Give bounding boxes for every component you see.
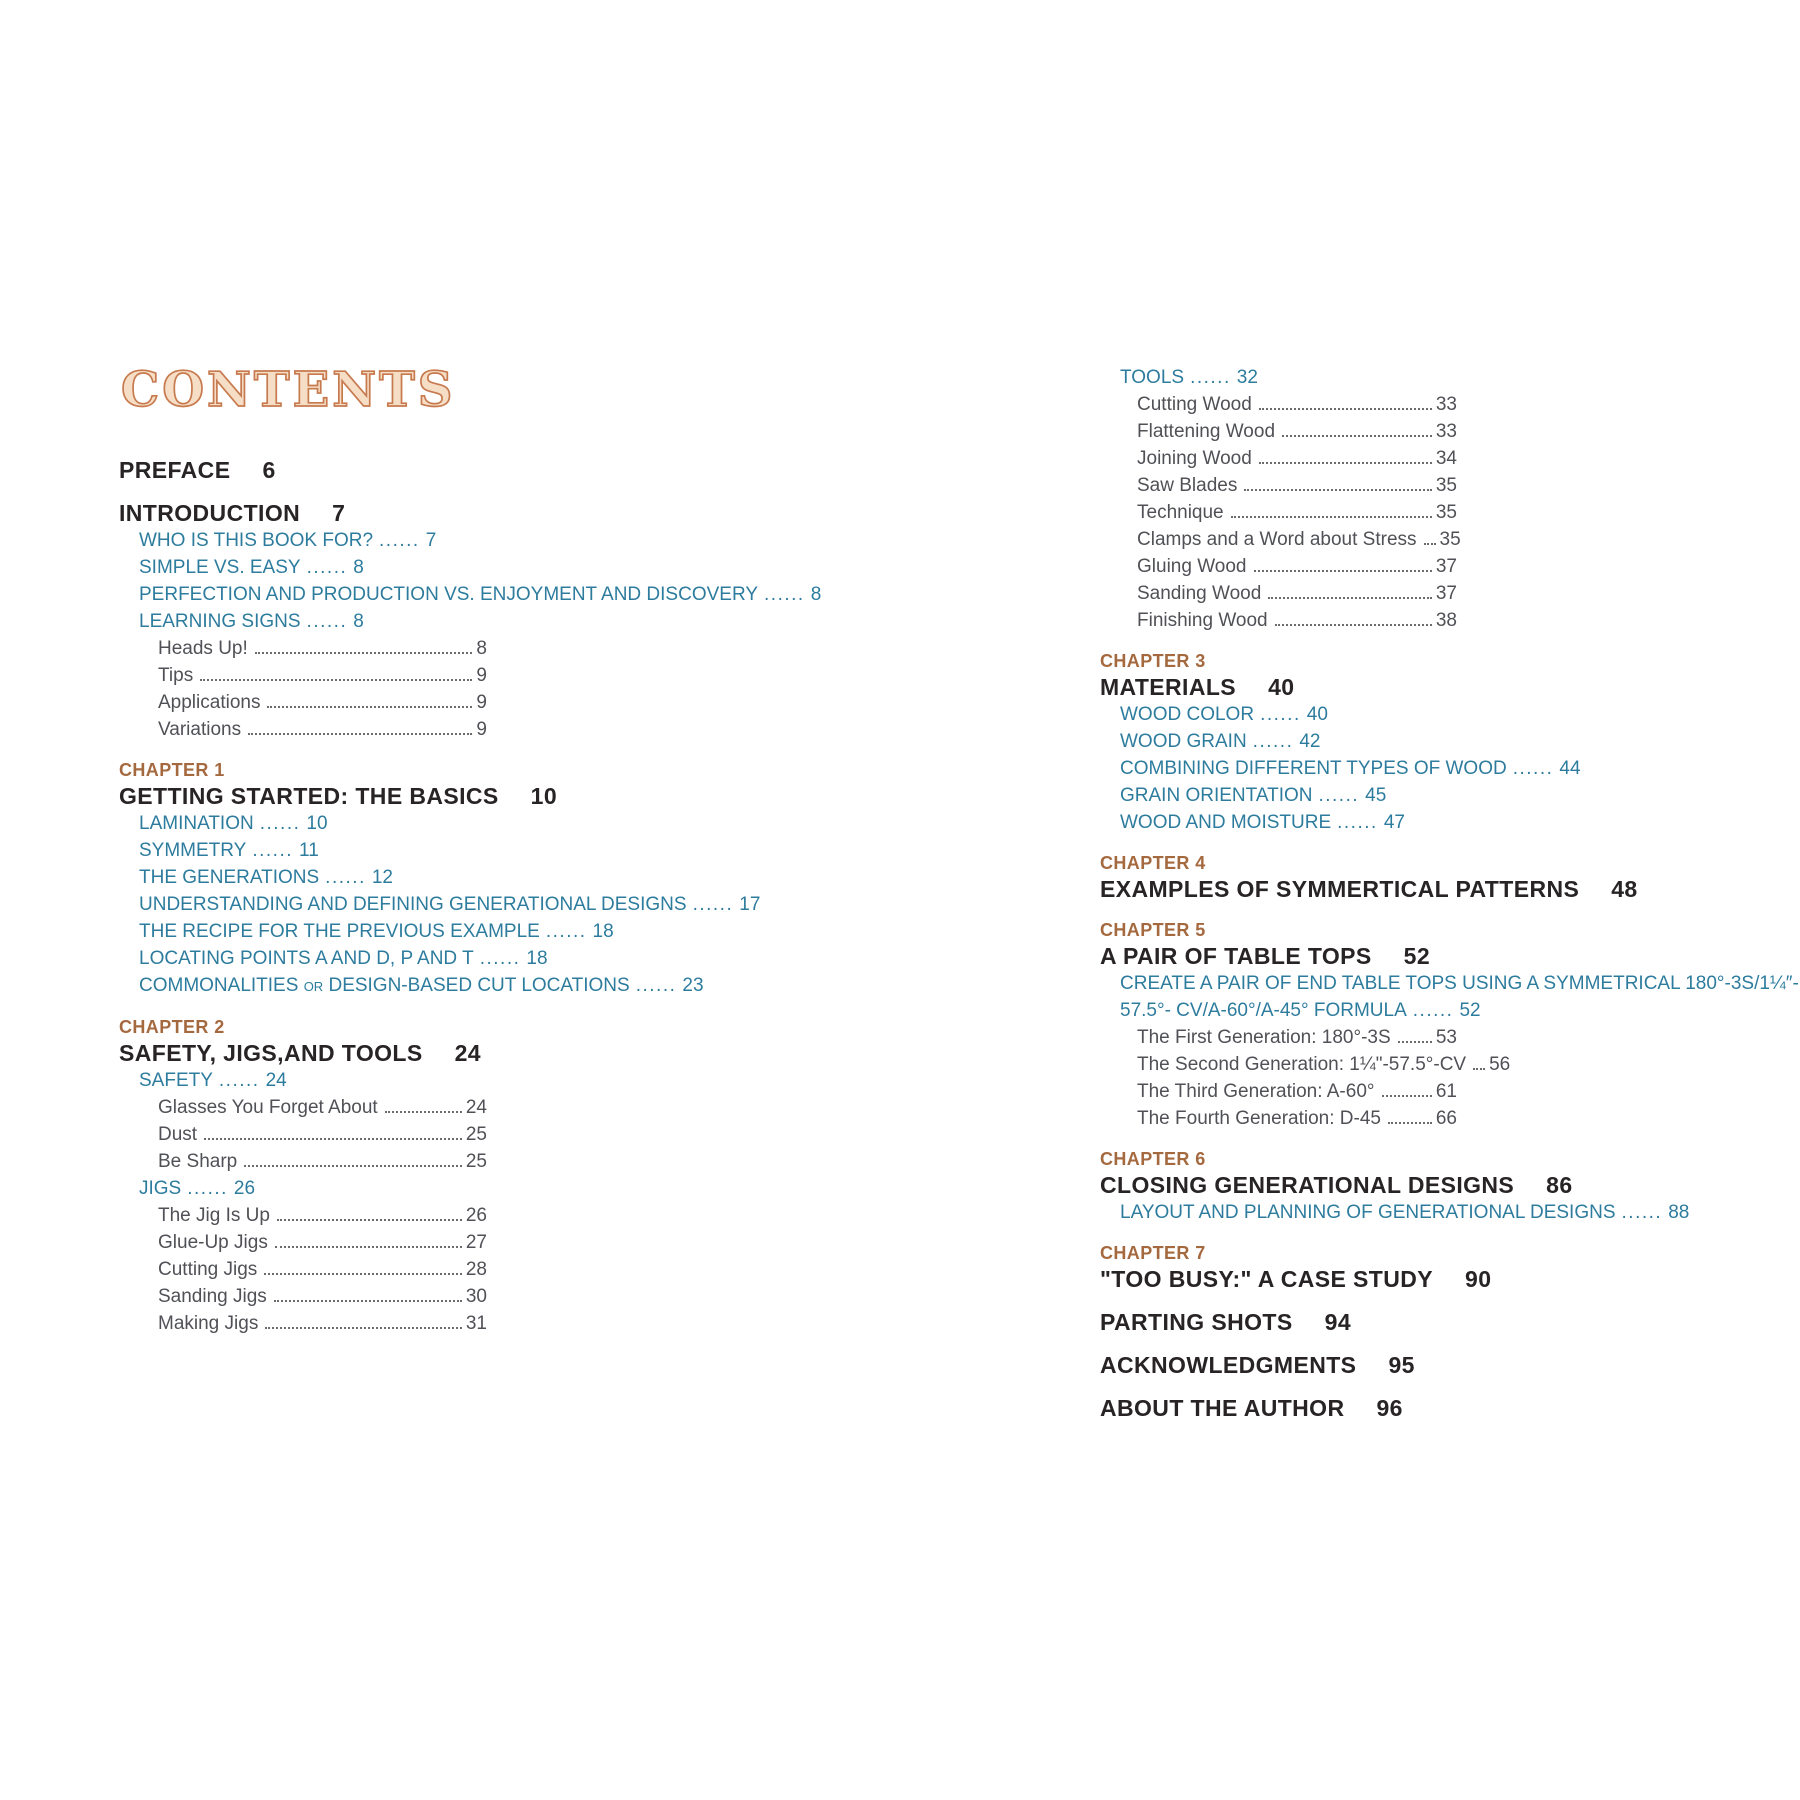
toc-leaf-entry bbox=[158, 716, 487, 743]
leader-dots: ...... bbox=[635, 975, 677, 996]
page-number: 34 bbox=[1435, 448, 1457, 469]
toc-leaf-entry bbox=[1137, 445, 1457, 472]
toc-leaf-entry bbox=[1137, 1051, 1511, 1078]
toc-leaf-entry bbox=[1137, 391, 1457, 418]
page-number: 8 bbox=[476, 638, 487, 659]
page-number: 31 bbox=[465, 1313, 487, 1334]
toc-section-entry bbox=[1120, 755, 1581, 782]
page-number: 27 bbox=[465, 1232, 487, 1253]
toc-chapter-block bbox=[1100, 650, 1457, 701]
toc-section-label: SAFETY bbox=[139, 1070, 213, 1091]
toc-heading-label: MATERIALS bbox=[1100, 674, 1237, 700]
toc-leaf-entry bbox=[158, 662, 487, 689]
toc-chapter-kicker: CHAPTER 7 bbox=[1100, 1243, 1206, 1263]
toc-left-column bbox=[119, 362, 822, 1337]
toc-leaf-label: Cutting Wood bbox=[1137, 394, 1252, 415]
dot-leader bbox=[200, 679, 472, 681]
toc-section-entry bbox=[139, 864, 487, 891]
page-number: 47 bbox=[1383, 812, 1405, 833]
page-number: 40 bbox=[1306, 704, 1328, 725]
toc-section-label: PERFECTION AND PRODUCTION VS. ENJOYMENT AND DISCOVERY bbox=[139, 584, 759, 605]
toc-chapter-kicker: CHAPTER 4 bbox=[1100, 853, 1206, 873]
toc-heading bbox=[1100, 1351, 1457, 1379]
toc-heading-label: CLOSING GENERATIONAL DESIGNS bbox=[1100, 1172, 1515, 1198]
toc-heading-label: ACKNOWLEDGMENTS bbox=[1100, 1352, 1357, 1378]
dot-leader bbox=[1388, 1122, 1432, 1124]
leader-dots: ...... bbox=[306, 611, 348, 632]
dot-leader bbox=[1244, 489, 1432, 491]
page-number: 28 bbox=[465, 1259, 487, 1280]
leader-dots: ...... bbox=[1260, 704, 1301, 725]
toc-chapter-kicker: CHAPTER 5 bbox=[1100, 920, 1206, 940]
leader-dots: ...... bbox=[1318, 785, 1360, 806]
page-number: 53 bbox=[1435, 1027, 1457, 1048]
toc-section-label: WOOD AND MOISTURE bbox=[1120, 812, 1332, 833]
page-number: 8 bbox=[353, 557, 364, 578]
toc-leaf-entry bbox=[158, 1256, 487, 1283]
toc-leaf-entry bbox=[158, 1148, 487, 1175]
page-number: 56 bbox=[1489, 1054, 1511, 1075]
toc-leaf-label: Dust bbox=[158, 1124, 198, 1145]
dot-leader bbox=[1382, 1095, 1432, 1097]
page-number: 10 bbox=[530, 783, 558, 809]
toc-heading bbox=[1100, 673, 1457, 701]
toc-leaf-entry bbox=[158, 1310, 487, 1337]
toc-leaf-label: Glue-Up Jigs bbox=[158, 1232, 268, 1253]
dot-leader bbox=[248, 733, 472, 735]
toc-leaf-entry bbox=[1137, 499, 1457, 526]
toc-section-label: THE RECIPE FOR THE PREVIOUS EXAMPLE bbox=[139, 921, 540, 942]
toc-chapter-block bbox=[1100, 1242, 1492, 1293]
toc-heading bbox=[1100, 1171, 1573, 1199]
leader-dots: ...... bbox=[1190, 367, 1231, 388]
page-number: 7 bbox=[425, 530, 437, 551]
toc-section-label: WOOD GRAIN bbox=[1120, 731, 1247, 752]
leader-dots: ...... bbox=[692, 894, 734, 915]
toc-leaf-label: The First Generation: 180°-3S bbox=[1137, 1027, 1391, 1048]
page-number: 94 bbox=[1324, 1309, 1352, 1335]
page-number: 26 bbox=[465, 1205, 487, 1226]
toc-leaf-label: Heads Up! bbox=[158, 638, 248, 659]
leader-dots: ...... bbox=[1337, 812, 1378, 833]
toc-chapter-block bbox=[1100, 919, 1457, 970]
toc-section-label: JIGS bbox=[139, 1178, 182, 1199]
toc-heading bbox=[119, 1039, 487, 1067]
page-number: 52 bbox=[1459, 1000, 1481, 1021]
toc-section-entry bbox=[139, 1067, 487, 1094]
page-number: 35 bbox=[1435, 475, 1457, 496]
dot-leader bbox=[1398, 1041, 1432, 1043]
toc-heading-label: ABOUT THE AUTHOR bbox=[1100, 1395, 1345, 1421]
toc-section-entry bbox=[139, 608, 487, 635]
toc-section-label: LEARNING SIGNS bbox=[139, 611, 301, 632]
toc-right-column bbox=[1100, 364, 1799, 1422]
toc-leaf-label: Tips bbox=[158, 665, 194, 686]
toc-heading bbox=[1100, 1308, 1457, 1336]
page-number: 61 bbox=[1435, 1081, 1457, 1102]
toc-section-entry bbox=[139, 891, 761, 918]
toc-section-label: COMBINING DIFFERENT TYPES OF WOOD bbox=[1120, 758, 1507, 779]
page-number: 7 bbox=[332, 500, 346, 526]
toc-leaf-entry bbox=[158, 1229, 487, 1256]
dot-leader bbox=[1231, 516, 1432, 518]
toc-section-line-2 bbox=[1120, 997, 1481, 1024]
toc-chapter-block bbox=[119, 759, 558, 810]
page-number: 26 bbox=[233, 1178, 256, 1199]
page-number: 44 bbox=[1559, 758, 1581, 779]
toc-leaf-label: Saw Blades bbox=[1137, 475, 1238, 496]
page-number: 35 bbox=[1435, 502, 1457, 523]
dot-leader bbox=[1259, 408, 1432, 410]
dot-leader bbox=[267, 706, 472, 708]
toc-leaf-entry bbox=[1137, 472, 1457, 499]
toc-leaf-label: Clamps and a Word about Stress bbox=[1137, 529, 1417, 550]
page-number: 42 bbox=[1299, 731, 1321, 752]
toc-section-label-part: DESIGN-BASED CUT LOCATIONS bbox=[323, 975, 630, 996]
toc-heading bbox=[119, 499, 487, 527]
toc-chapter-block bbox=[1100, 1148, 1573, 1199]
toc-section-label: LOCATING POINTS A AND D, P AND T bbox=[139, 948, 474, 969]
page-number: 33 bbox=[1435, 394, 1457, 415]
toc-leaf-entry bbox=[158, 1283, 487, 1310]
page-number: 8 bbox=[353, 611, 364, 632]
page-number: 90 bbox=[1465, 1266, 1492, 1292]
toc-leaf-entry bbox=[1137, 526, 1461, 553]
page-number: 6 bbox=[262, 457, 276, 483]
toc-leaf-label: The Fourth Generation: D-45 bbox=[1137, 1108, 1381, 1129]
page-number: 37 bbox=[1435, 556, 1457, 577]
dot-leader bbox=[264, 1273, 462, 1275]
contents-title: CONTENTS bbox=[121, 362, 456, 418]
page-number: 9 bbox=[476, 692, 487, 713]
dot-leader bbox=[1259, 462, 1432, 464]
toc-section-entry bbox=[139, 554, 487, 581]
toc-section-label: TOOLS bbox=[1120, 367, 1185, 388]
toc-section-entry-multiline bbox=[1100, 970, 1799, 1024]
toc-right-blocks bbox=[1100, 364, 1799, 1422]
toc-section-entry bbox=[1120, 1199, 1690, 1226]
leader-dots: ...... bbox=[325, 867, 366, 888]
page-number: 17 bbox=[739, 894, 761, 915]
page-number: 18 bbox=[592, 921, 614, 942]
page-number: 11 bbox=[299, 840, 319, 861]
toc-heading-label: "TOO BUSY:" A CASE STUDY bbox=[1100, 1266, 1433, 1292]
toc-heading-label: PREFACE bbox=[119, 457, 231, 483]
toc-heading-label: EXAMPLES OF SYMMERTICAL PATTERNS bbox=[1100, 876, 1580, 902]
dot-leader bbox=[1282, 435, 1432, 437]
toc-section-label: WHO IS THIS BOOK FOR? bbox=[139, 530, 374, 551]
toc-leaf-label: Variations bbox=[158, 719, 242, 740]
toc-leaf-label: Gluing Wood bbox=[1137, 556, 1247, 577]
toc-chapter-block bbox=[119, 1016, 487, 1067]
toc-leaf-label: Sanding Jigs bbox=[158, 1286, 267, 1307]
page-number: 23 bbox=[682, 975, 704, 996]
page-number: 12 bbox=[371, 867, 393, 888]
toc-section-entry bbox=[139, 945, 548, 972]
page-number: 24 bbox=[265, 1070, 287, 1091]
dot-leader bbox=[204, 1138, 462, 1140]
leader-dots: ...... bbox=[259, 813, 301, 834]
toc-leaf-label: Making Jigs bbox=[158, 1313, 259, 1334]
toc-leaf-entry bbox=[158, 1121, 487, 1148]
toc-leaf-label: Flattening Wood bbox=[1137, 421, 1276, 442]
toc-heading-label: A PAIR OF TABLE TOPS bbox=[1100, 943, 1372, 969]
dot-leader bbox=[1268, 597, 1432, 599]
toc-leaf-entry bbox=[158, 1202, 487, 1229]
toc-heading-label: SAFETY, JIGS,AND TOOLS bbox=[119, 1040, 423, 1066]
page-number: 95 bbox=[1388, 1352, 1415, 1378]
toc-leaf-entry bbox=[158, 1094, 487, 1121]
page-number: 45 bbox=[1365, 785, 1387, 806]
toc-section-label: WOOD COLOR bbox=[1120, 704, 1255, 725]
toc-section-entry bbox=[1120, 809, 1457, 836]
leader-dots: ...... bbox=[1621, 1202, 1663, 1223]
leader-dots: ...... bbox=[545, 921, 587, 942]
dot-leader bbox=[385, 1111, 462, 1113]
toc-heading bbox=[1100, 1394, 1457, 1422]
page-number: 35 bbox=[1439, 529, 1461, 550]
toc-section-entry bbox=[1120, 728, 1457, 755]
toc-leaf-label: Finishing Wood bbox=[1137, 610, 1268, 631]
toc-chapter-kicker: CHAPTER 1 bbox=[119, 760, 225, 780]
dot-leader bbox=[274, 1300, 462, 1302]
toc-section-label: UNDERSTANDING AND DEFINING GENERATIONAL DESIGNS bbox=[139, 894, 687, 915]
toc-section-entry bbox=[139, 837, 487, 864]
dot-leader bbox=[1424, 543, 1436, 545]
page-number: 48 bbox=[1611, 876, 1638, 902]
dot-leader bbox=[277, 1219, 462, 1221]
leader-dots: ...... bbox=[252, 840, 294, 861]
toc-heading bbox=[119, 782, 558, 810]
dot-leader bbox=[1275, 624, 1432, 626]
toc-section-label-part: COMMONALITIES bbox=[139, 975, 304, 996]
page-number: 24 bbox=[465, 1097, 487, 1118]
toc-section-entry bbox=[139, 1175, 487, 1202]
toc-section-entry bbox=[139, 527, 487, 554]
toc-leaf-label: Cutting Jigs bbox=[158, 1259, 258, 1280]
toc-leaf-label: The Jig Is Up bbox=[158, 1205, 270, 1226]
toc-heading bbox=[1100, 1265, 1492, 1293]
page-number: 88 bbox=[1668, 1202, 1690, 1223]
toc-leaf-label: Glasses You Forget About bbox=[158, 1097, 378, 1118]
toc-section-label: THE GENERATIONS bbox=[139, 867, 320, 888]
leader-dots: ...... bbox=[187, 1178, 228, 1199]
toc-leaf-label: The Third Generation: A-60° bbox=[1137, 1081, 1375, 1102]
page-number: 86 bbox=[1546, 1172, 1573, 1198]
toc-section-entry bbox=[139, 581, 822, 608]
page-number: 25 bbox=[465, 1124, 487, 1145]
page-number: 10 bbox=[306, 813, 328, 834]
toc-heading-label: INTRODUCTION bbox=[119, 500, 301, 526]
toc-section-label: SYMMETRY bbox=[139, 840, 247, 861]
toc-section-label: GRAIN ORIENTATION bbox=[1120, 785, 1313, 806]
page-number: 66 bbox=[1435, 1108, 1457, 1129]
toc-heading bbox=[1100, 942, 1457, 970]
toc-leaf-entry bbox=[158, 689, 487, 716]
toc-leaf-entry bbox=[1137, 1024, 1457, 1051]
toc-heading bbox=[119, 456, 487, 484]
toc-section-entry bbox=[1120, 364, 1457, 391]
page-number: 9 bbox=[476, 665, 487, 686]
toc-leaf-label: Technique bbox=[1137, 502, 1224, 523]
toc-chapter-kicker: CHAPTER 2 bbox=[119, 1017, 225, 1037]
dot-leader bbox=[244, 1165, 462, 1167]
toc-leaf-entry bbox=[1137, 418, 1457, 445]
page-number: 37 bbox=[1435, 583, 1457, 604]
toc-heading bbox=[1100, 875, 1638, 903]
page-number: 9 bbox=[476, 719, 487, 740]
page-number: 8 bbox=[810, 584, 822, 605]
toc-section-label: 57.5°- CV/A-60°/A-45° FORMULA bbox=[1120, 1000, 1407, 1021]
page-number: 38 bbox=[1435, 610, 1457, 631]
toc-section-label: SIMPLE VS. EASY bbox=[139, 557, 301, 578]
dot-leader bbox=[265, 1327, 462, 1329]
toc-section-entry bbox=[139, 972, 704, 1000]
toc-leaf-entry bbox=[1137, 607, 1457, 634]
leader-dots: ...... bbox=[1252, 731, 1294, 752]
toc-leaf-entry bbox=[158, 635, 487, 662]
toc-section-entry bbox=[1120, 782, 1457, 809]
dot-leader bbox=[1473, 1068, 1485, 1070]
toc-leaf-label: Applications bbox=[158, 692, 261, 713]
page-number: 24 bbox=[454, 1040, 481, 1066]
dot-leader bbox=[275, 1246, 462, 1248]
page-number: 40 bbox=[1268, 674, 1295, 700]
toc-leaf-label: Be Sharp bbox=[158, 1151, 238, 1172]
toc-leaf-label: The Second Generation: 1¼"-57.5°-CV bbox=[1137, 1054, 1467, 1075]
toc-section-label: LAYOUT AND PLANNING OF GENERATIONAL DESIGNS bbox=[1120, 1202, 1616, 1223]
leader-dots: ...... bbox=[479, 948, 521, 969]
leader-dots: ...... bbox=[306, 557, 348, 578]
toc-section-label: LAMINATION bbox=[139, 813, 254, 834]
page-number: 30 bbox=[465, 1286, 487, 1307]
leader-dots: ...... bbox=[1412, 1000, 1454, 1021]
toc-chapter-kicker: CHAPTER 3 bbox=[1100, 651, 1206, 671]
leader-dots: ...... bbox=[379, 530, 420, 551]
toc-heading-label: PARTING SHOTS bbox=[1100, 1309, 1293, 1335]
page-number: 33 bbox=[1435, 421, 1457, 442]
toc-leaf-entry bbox=[1137, 1105, 1457, 1132]
leader-dots: ...... bbox=[764, 584, 805, 605]
toc-chapter-kicker: CHAPTER 6 bbox=[1100, 1149, 1206, 1169]
toc-leaf-label: Joining Wood bbox=[1137, 448, 1252, 469]
dot-leader bbox=[255, 652, 473, 654]
page-number: 25 bbox=[465, 1151, 487, 1172]
toc-leaf-label: Sanding Wood bbox=[1137, 583, 1262, 604]
toc-section-label-part: OR bbox=[303, 979, 324, 994]
toc-heading-label: GETTING STARTED: THE BASICS bbox=[119, 783, 499, 809]
toc-leaf-entry bbox=[1137, 580, 1457, 607]
toc-section-entry bbox=[139, 810, 487, 837]
toc-section-entry bbox=[1120, 701, 1457, 728]
leader-dots: ...... bbox=[218, 1070, 260, 1091]
toc-section-line-1: CREATE A PAIR OF END TABLE TOPS USING A SYMMETRICAL 180°-3S/1¼″- bbox=[1120, 973, 1799, 994]
leader-dots: ...... bbox=[1512, 758, 1554, 779]
page-number: 52 bbox=[1403, 943, 1431, 969]
page-number: 18 bbox=[526, 948, 548, 969]
toc-section-entry bbox=[139, 918, 614, 945]
page-number: 96 bbox=[1376, 1395, 1403, 1421]
toc-leaf-entry bbox=[1137, 553, 1457, 580]
page-number: 32 bbox=[1236, 367, 1258, 388]
toc-leaf-entry bbox=[1137, 1078, 1457, 1105]
toc-left-blocks bbox=[119, 456, 822, 1337]
dot-leader bbox=[1254, 570, 1432, 572]
toc-chapter-block bbox=[1100, 852, 1638, 903]
